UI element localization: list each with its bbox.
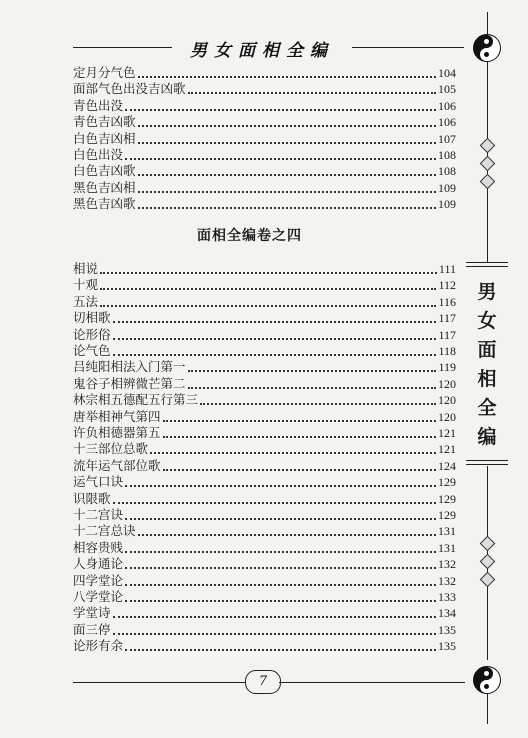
ornament-double-rule (466, 262, 508, 267)
toc-entry-page: 112 (438, 278, 456, 293)
toc-entry-page: 134 (438, 606, 456, 621)
toc-leader-dots (113, 502, 436, 504)
toc-entry (73, 573, 456, 589)
toc-entry-title: 十观 (73, 277, 99, 293)
header-title: 男女面相全编 (190, 41, 334, 61)
toc-leader-dots (163, 420, 436, 422)
toc-entry (73, 507, 456, 523)
toc-entry-title: 十二宫诀 (73, 507, 124, 522)
toc-entry-title: 流年运气部位歌 (73, 457, 161, 473)
toc-entry (73, 294, 456, 310)
toc-entry-page: 129 (438, 508, 456, 522)
toc-entry-page: 131 (438, 540, 456, 555)
toc-entry (73, 131, 456, 147)
toc-leader-dots (138, 207, 436, 209)
toc-leader-dots (138, 191, 436, 193)
toc-entry (73, 327, 456, 343)
toc-entry-page: 119 (438, 360, 456, 375)
toc-leader-dots (125, 158, 436, 160)
footer-rule-left (73, 682, 245, 683)
toc-entry-title: 相说 (73, 261, 99, 276)
toc-entry-page: 109 (438, 180, 456, 195)
toc-leader-dots (125, 518, 436, 520)
diamond-icon (480, 138, 496, 154)
header-rule-left (73, 47, 172, 48)
toc-entry (73, 359, 456, 375)
toc-entry-page: 121 (438, 442, 456, 457)
toc-entry-title: 论形俗 (73, 326, 111, 342)
toc-entry (73, 540, 456, 556)
side-title-char: 编 (477, 426, 497, 448)
toc-entry-page: 116 (438, 294, 456, 309)
toc-leader-dots (125, 109, 436, 111)
toc-entry-page: 105 (438, 82, 456, 97)
toc-entry-page: 133 (438, 590, 456, 604)
toc-entry-title: 人身通论 (73, 556, 124, 572)
toc-entry-title: 许负相德器第五 (73, 425, 161, 440)
toc-entry (73, 310, 456, 326)
toc-leader-dots (125, 584, 436, 586)
toc-entry-title: 青色出没 (73, 97, 124, 113)
toc-leader-dots (138, 534, 436, 536)
toc-entry-title: 切相歌 (73, 310, 111, 326)
toc-entry (73, 343, 456, 359)
toc-entry (73, 376, 456, 392)
yin-yang-icon (473, 34, 501, 62)
toc-leader-dots (188, 387, 436, 389)
toc-entry (73, 277, 456, 293)
toc-entry-title: 黑色吉凶歌 (73, 196, 136, 212)
toc-entry-page: 111 (438, 262, 456, 276)
toc-leader-dots (113, 321, 437, 323)
diamond-icon (480, 554, 496, 570)
toc-entry-page: 132 (438, 557, 456, 572)
toc-leader-dots (100, 272, 437, 274)
toc-leader-dots (113, 338, 437, 340)
toc-entry (73, 589, 456, 605)
toc-entry-page: 106 (438, 115, 456, 130)
toc-leader-dots (125, 600, 436, 602)
toc-leader-dots (138, 76, 436, 78)
toc-entry-title: 鬼谷子相辨微芒第二 (73, 375, 186, 391)
toc-entry (73, 458, 456, 474)
toc-entry-title: 识限歌 (73, 490, 111, 506)
toc-entry (73, 81, 456, 97)
toc-entry (73, 622, 456, 638)
toc-entry-title: 学堂诗 (73, 605, 111, 621)
ornament-line-bottom (487, 694, 488, 724)
toc-entry-page: 135 (438, 622, 456, 637)
toc-entry (73, 441, 456, 457)
toc-entry-page: 108 (438, 148, 456, 162)
toc-entry (73, 638, 456, 654)
toc-entry (73, 474, 456, 490)
toc-entry-title: 论形有余 (73, 638, 124, 654)
side-title-char: 相 (477, 368, 497, 390)
toc-leader-dots (125, 649, 436, 651)
toc-leader-dots (125, 567, 436, 569)
toc-entry (73, 98, 456, 114)
toc-entry-title: 面三停 (73, 621, 111, 637)
side-title-char: 女 (477, 310, 497, 332)
toc-entry-page: 117 (438, 327, 456, 342)
toc-entry-title: 白色吉凶歌 (73, 163, 136, 179)
toc-entry-page: 129 (438, 491, 456, 506)
toc-leader-dots (138, 174, 436, 176)
toc-entry-page: 129 (438, 475, 456, 490)
toc-entry-title: 八学堂论 (73, 589, 124, 604)
toc-entry-title: 面部气色出没吉凶歌 (73, 81, 186, 97)
toc-entry (73, 147, 456, 163)
toc-leader-dots (100, 305, 436, 307)
toc-leader-dots (125, 485, 436, 487)
toc-entry-page: 120 (438, 409, 456, 424)
toc-leader-dots (138, 125, 436, 127)
side-title-char: 面 (477, 339, 497, 361)
toc-entry (73, 163, 456, 179)
toc-entry-page: 104 (438, 66, 456, 80)
toc-leader-dots (188, 370, 437, 372)
diamond-icon (480, 156, 496, 172)
side-title-char: 男 (477, 281, 497, 303)
toc-entry-title: 十二宫总诀 (73, 523, 136, 539)
toc-entry-page: 135 (438, 639, 456, 654)
toc-entry-title: 定月分气色 (73, 65, 136, 80)
toc-entry (73, 491, 456, 507)
toc-entry-title: 五法 (73, 293, 99, 309)
toc-entry (73, 523, 456, 539)
toc-entry (73, 605, 456, 621)
toc-entry-page: 107 (438, 131, 456, 146)
toc-leader-dots (138, 142, 436, 144)
toc-entry (73, 556, 456, 572)
toc-entry (73, 180, 456, 196)
toc-entry (73, 261, 456, 277)
toc-entry (73, 425, 456, 441)
toc-leader-dots (200, 403, 436, 405)
side-title (473, 278, 501, 452)
toc-entry-title: 青色吉凶歌 (73, 114, 136, 130)
toc-entry (73, 392, 456, 408)
section-heading: 面相全编卷之四 (197, 228, 302, 244)
toc-entry (73, 65, 456, 81)
toc-entry-page: 106 (438, 98, 456, 113)
toc-entry-title: 运气口诀 (73, 474, 124, 490)
toc-entry-title: 四学堂论 (73, 572, 124, 588)
diamond-icon (480, 536, 496, 552)
toc-leader-dots (150, 452, 436, 454)
toc-entry-page: 121 (438, 426, 456, 440)
toc-entry-title: 相容贵贱 (73, 539, 124, 555)
header-rule-right (352, 47, 464, 48)
toc-entry-page: 117 (438, 311, 456, 326)
page-number: 7 (245, 670, 281, 694)
toc-entry (73, 196, 456, 212)
toc-leader-dots (163, 436, 436, 438)
toc-entry-title: 黑色吉凶相 (73, 179, 136, 195)
diamond-icon (480, 572, 496, 588)
toc-leader-dots (113, 633, 436, 635)
toc-entry-page: 131 (438, 524, 456, 539)
toc-entry-title: 十三部位总歌 (73, 441, 149, 457)
toc-entry (73, 409, 456, 425)
toc-leader-dots (163, 469, 436, 471)
toc-entry-title: 白色出没 (73, 147, 124, 162)
toc-leader-dots (113, 616, 436, 618)
toc-entry-page: 108 (438, 164, 456, 179)
toc-entry-title: 林宗相五德配五行第三 (73, 392, 199, 408)
toc-leader-dots (113, 354, 437, 356)
toc-leader-dots (125, 551, 436, 553)
toc-entry-title: 吕纯阳相法入门第一 (73, 359, 186, 375)
toc-entry-page: 132 (438, 573, 456, 588)
toc-entry-page: 120 (438, 393, 456, 408)
toc-leader-dots (188, 92, 436, 94)
footer-rule-right (279, 682, 465, 683)
toc-entry-title: 白色吉凶相 (73, 130, 136, 146)
ornament-double-rule (466, 460, 508, 465)
toc-entry-page: 109 (438, 197, 456, 212)
toc-entry-page: 124 (438, 458, 456, 473)
yin-yang-icon (473, 666, 501, 694)
ornament-line-top (487, 12, 488, 34)
toc-entry-page: 120 (438, 376, 456, 391)
toc-entry-title: 唐举相神气第四 (73, 408, 161, 424)
side-title-char: 全 (477, 397, 497, 419)
toc-leader-dots (100, 288, 436, 290)
toc-entry-title: 论气色 (73, 343, 111, 358)
toc-entry (73, 114, 456, 130)
toc-entry-page: 118 (438, 344, 456, 358)
diamond-icon (480, 174, 496, 190)
